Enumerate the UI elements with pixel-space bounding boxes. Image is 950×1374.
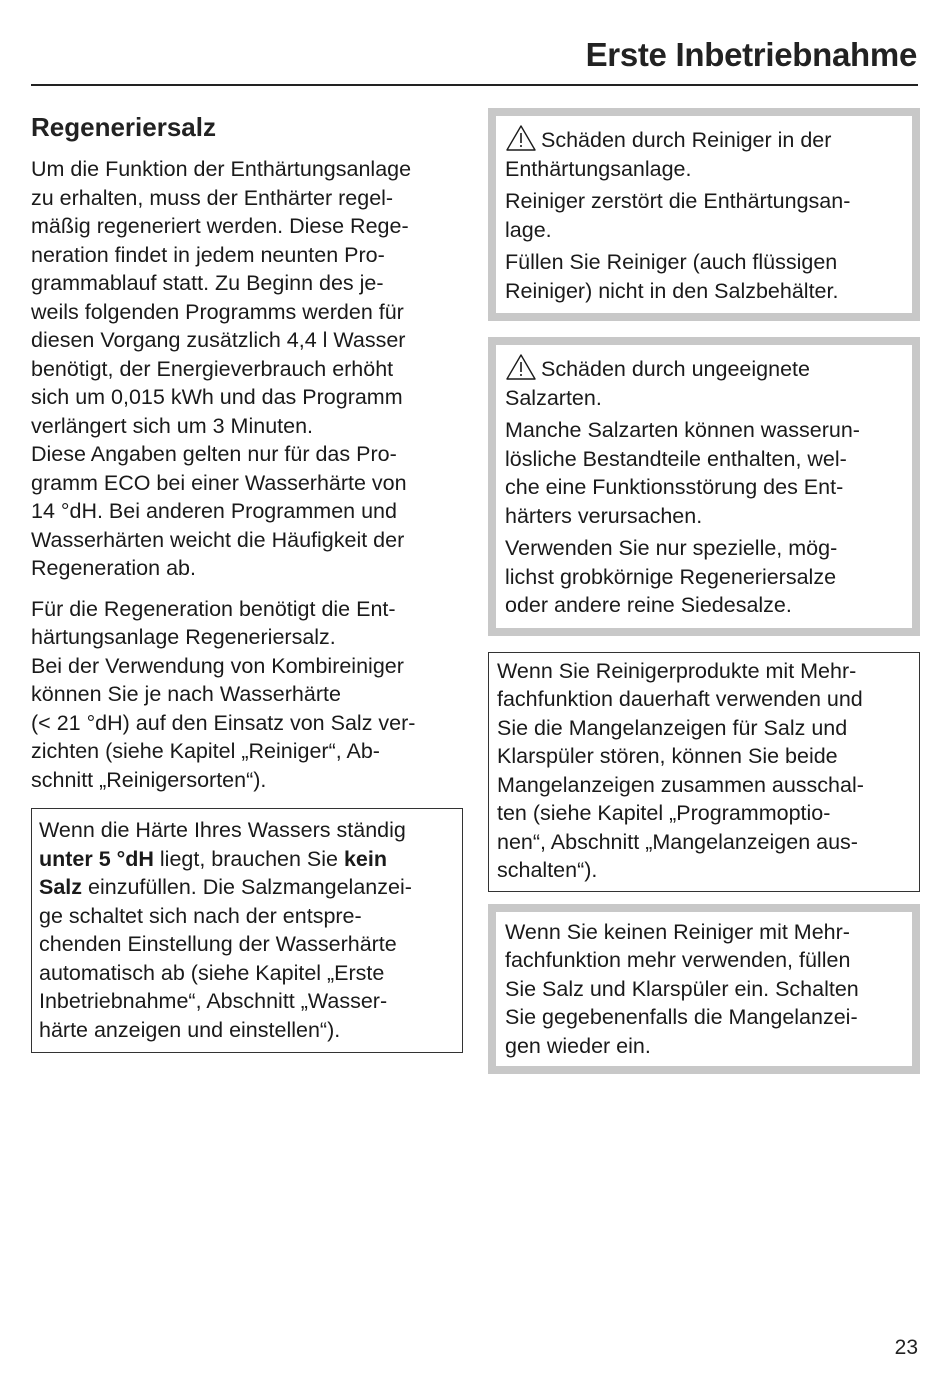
text-line: Füllen Sie Reiniger (auch flüssigen <box>505 250 838 274</box>
text-line: Wenn Sie keinen Reiniger mit Mehr- <box>505 919 850 944</box>
text-line: verlängert sich um 3 Minuten. <box>31 413 314 438</box>
inline-text: liegt, brauchen Sie <box>153 846 344 871</box>
text-line: können Sie je nach Wasserhärte <box>31 682 341 706</box>
section-title: Regeneriersalz <box>31 112 216 142</box>
warning-box-salt-types <box>488 337 920 636</box>
text-line: härtungsanlage Regeneriersalz. <box>31 625 336 649</box>
warning-title-text: Schäden durch ungeeignete <box>541 357 810 381</box>
text-line: weils folgenden Programms werden für <box>31 299 404 324</box>
text-line: Diese Angaben gelten nur für das Pro- <box>31 442 397 466</box>
text-line: Für die Regeneration benötigt die Ent- <box>31 596 396 621</box>
text-line: härters verursachen. <box>505 503 703 528</box>
refill-info-box <box>488 904 920 1075</box>
text-line: Inbetriebnahme“, Abschnitt „Wasser- <box>39 989 388 1013</box>
text-line: zichten (siehe Kapitel „Reiniger“, Ab- <box>31 739 380 763</box>
text-line: grammablauf statt. Zu Beginn des je- <box>31 271 384 295</box>
text-line: Wenn die Härte Ihres Wassers ständig <box>39 818 406 842</box>
text-line: Sie die Mangelanzeigen für Salz und <box>497 715 848 740</box>
text-line: oder andere reine Siedesalze. <box>505 593 792 617</box>
text-line <box>39 845 454 874</box>
text-line: che eine Funktionsstörung des Ent- <box>505 475 844 499</box>
warning-box-detergent <box>488 108 920 321</box>
page-header-title: Erste Inbetriebnahme <box>585 36 917 73</box>
text-line: Reiniger zerstört die Enthärtungsan- <box>505 189 851 213</box>
text-line: Regeneration ab. <box>31 556 196 580</box>
text-line: Verwenden Sie nur spezielle, mög- <box>505 536 838 560</box>
text-line: Manche Salzarten können wasserun- <box>505 418 860 442</box>
inline-text: einzufüllen. Die Salzmangelanzei- <box>82 875 412 899</box>
text-line: Sie gegebenenfalls die Mangelanzei- <box>505 1005 858 1029</box>
text-line: nen“, Abschnitt „Mangelanzeigen aus- <box>497 829 858 854</box>
text-line: 14 °dH. Bei anderen Programmen und <box>31 499 397 523</box>
text-line: lichst grobkörnige Regeneriersalze <box>505 564 837 589</box>
bold-text: kein <box>343 846 387 871</box>
text-line: benötigt, der Energieverbrauch erhöht <box>31 356 394 381</box>
text-line: (< 21 °dH) auf den Einsatz von Salz ver- <box>31 710 416 735</box>
left-column <box>31 112 463 1053</box>
text-line <box>39 873 454 902</box>
water-hardness-note-box <box>31 808 463 1053</box>
text-line: fachfunktion mehr verwenden, füllen <box>505 948 851 972</box>
text-line: ge schaltet sich nach der entspre- <box>39 903 362 928</box>
warning-triangle-icon <box>505 353 537 381</box>
paragraph-regeneration <box>31 155 463 583</box>
warning-title-line: Enthärtungsanlage. <box>505 156 692 181</box>
text-line: schnitt „Reinigersorten“). <box>31 767 267 792</box>
text-line: Mangelanzeigen zusammen ausschal- <box>497 772 864 797</box>
right-column <box>488 108 920 1074</box>
warning-title-line: Salzarten. <box>505 385 602 410</box>
text-line: ten (siehe Kapitel „Programmoptio- <box>497 801 831 825</box>
text-line: lage. <box>505 217 552 242</box>
text-line: gen wieder ein. <box>505 1033 651 1058</box>
text-line: gramm ECO bei einer Wasserhärte von <box>31 470 407 495</box>
text-line: fachfunktion dauerhaft verwenden und <box>497 687 863 711</box>
bold-text: unter 5 °dH <box>39 846 154 871</box>
text-line: diesen Vorgang zusätzlich 4,4 l Wasser <box>31 328 406 352</box>
text-line: härte anzeigen und einstellen“). <box>39 1017 341 1042</box>
text-line: chenden Einstellung der Wasserhärte <box>39 932 397 956</box>
text-line: schalten“). <box>497 858 598 882</box>
text-line: Um die Funktion der Enthärtungsanlage <box>31 157 412 181</box>
multifunction-info-box <box>488 652 920 892</box>
text-line: Bei der Verwendung von Kombireiniger <box>31 653 404 678</box>
text-line: Wenn Sie Reinigerprodukte mit Mehr- <box>497 658 857 683</box>
text-line: zu erhalten, muss der Enthärter regel- <box>31 185 394 210</box>
text-line: mäßig regeneriert werden. Diese Rege- <box>31 214 409 238</box>
text-line: neration findet in jedem neunten Pro- <box>31 242 385 267</box>
text-line: sich um 0,015 kWh und das Programm <box>31 385 403 409</box>
bold-text: Salz <box>39 875 83 899</box>
warning-title-text: Schäden durch Reiniger in der <box>541 128 832 152</box>
warning-title-line <box>505 353 903 384</box>
text-line: lösliche Bestandteile enthalten, wel- <box>505 446 847 471</box>
header-divider <box>31 84 918 86</box>
text-line: Sie Salz und Klarspüler ein. Schalten <box>505 976 859 1001</box>
text-line: Wasserhärten weicht die Häufigkeit der <box>31 527 405 552</box>
text-line: Klarspüler stören, können Sie beide <box>497 744 838 768</box>
text-line: automatisch ab (siehe Kapitel „Erste <box>39 960 385 985</box>
warning-triangle-icon <box>505 124 537 152</box>
paragraph-salt-requirement <box>31 595 463 795</box>
page-number: 23 <box>894 1336 918 1359</box>
warning-title-line <box>505 124 903 155</box>
text-line: Reiniger) nicht in den Salzbehälter. <box>505 278 839 303</box>
